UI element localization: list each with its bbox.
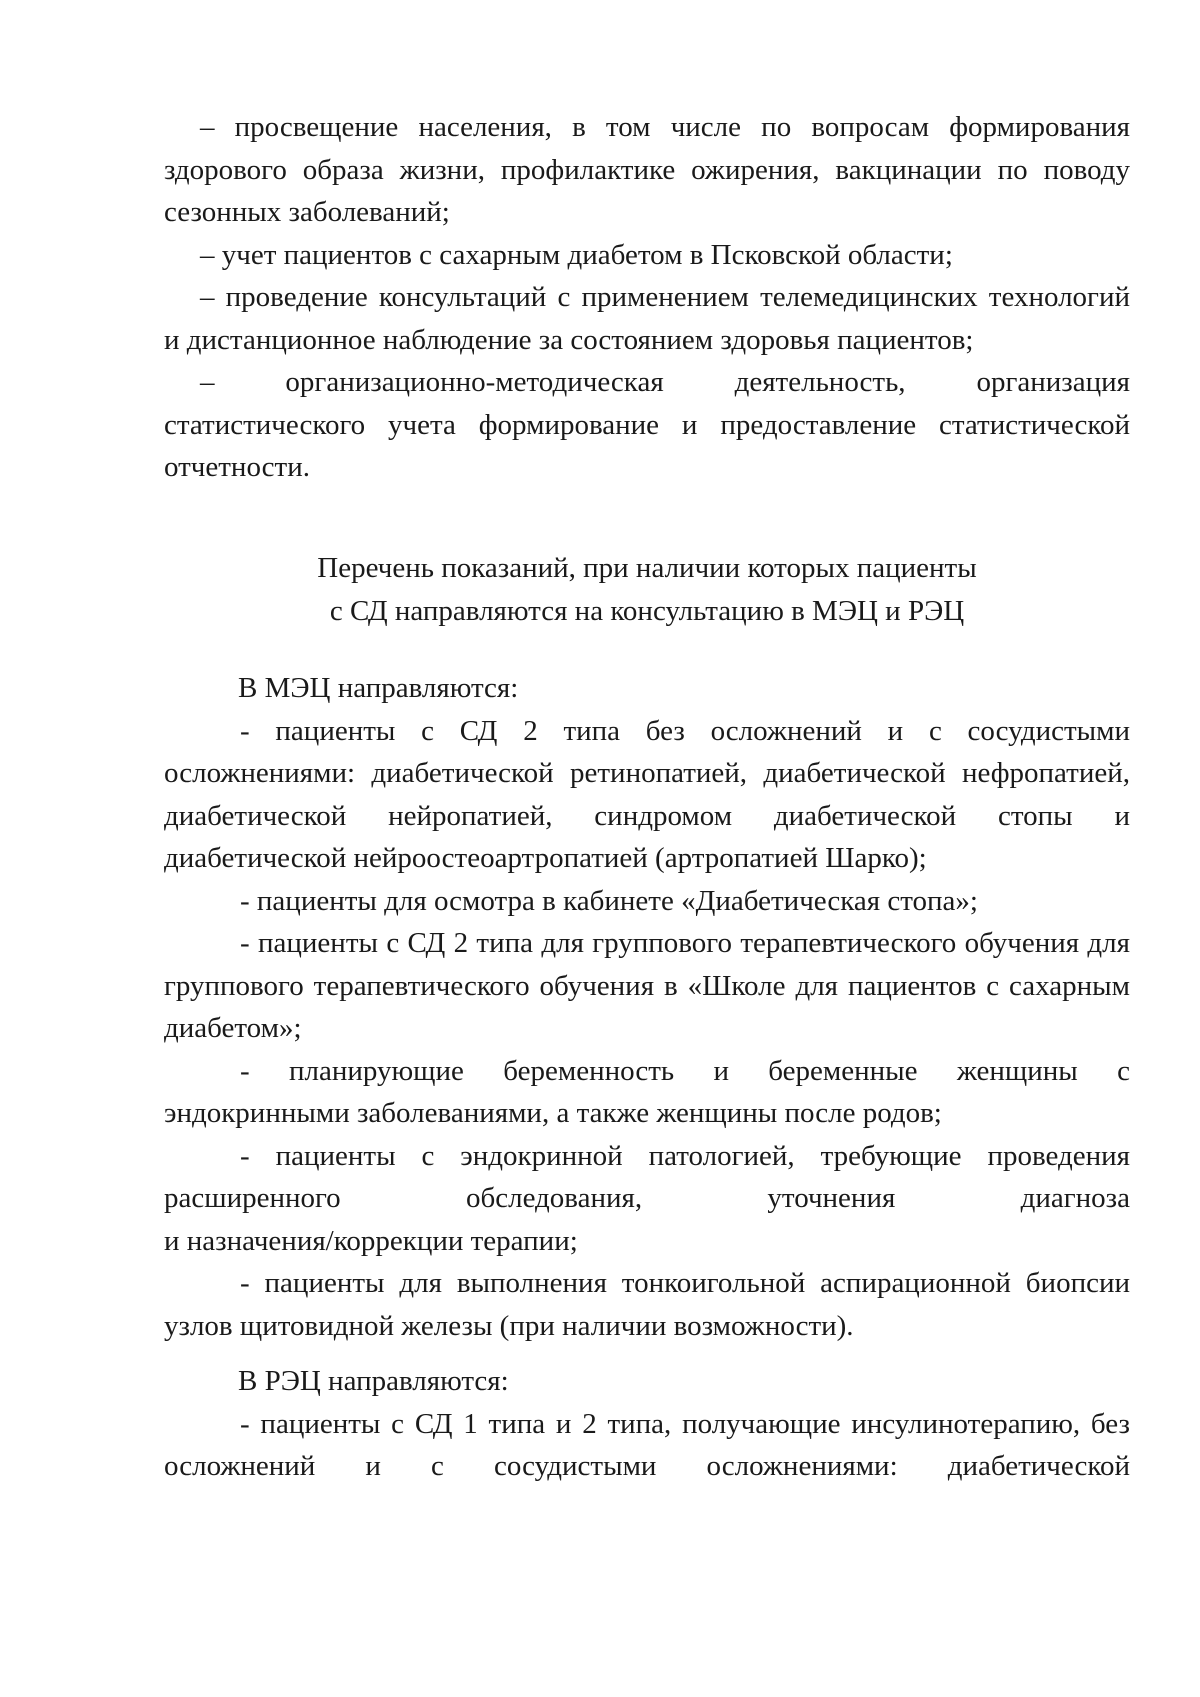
list-item: - планирующие беременность и беременные женщины с эндокринными заболеваниями, а также женщины после родов;	[164, 1054, 1130, 1129]
mec-title: В МЭЦ направляются:	[238, 672, 519, 704]
list-item: – организационно-методическая деятельность, организация статистического учета формирование и предоставление статистической отчетности.	[164, 366, 1130, 483]
section-heading	[164, 547, 1130, 632]
list-item: – просвещение населения, в том числе по вопросам формирования здорового образа жизни, профилактике ожирения, вакцинации по поводу сезонных заболеваний;	[164, 111, 1130, 228]
heading-line-2: с СД направляются на консультацию в МЭЦ и РЭЦ	[329, 594, 965, 627]
list-item: - пациенты с СД 2 типа для группового терапевтического обучения для группового терапевтического обучения в «Школе для пациентов с сахарным диабетом»;	[164, 927, 1130, 1044]
list-item: - пациенты для осмотра в кабинете «Диабетическая стопа»;	[240, 884, 978, 917]
mec-section	[164, 667, 1130, 1347]
list-item: - пациенты с СД 1 типа и 2 типа, получающие инсулинотерапию, без осложнений и с сосудистыми осложнениями: диабетической	[164, 1407, 1130, 1482]
list-item: – учет пациентов с сахарным диабетом в Псковской области;	[200, 238, 953, 271]
rec-title: В РЭЦ направляются:	[238, 1365, 509, 1397]
list-item: и дистанционное наблюдение за состоянием здоровья пациентов;	[164, 323, 974, 356]
top-list	[164, 106, 1130, 489]
heading-line-1: Перечень показаний, при наличии которых пациенты	[317, 552, 977, 584]
list-item: - пациенты с СД 2 типа без осложнений и с сосудистыми осложнениями: диабетической ретинопатией, диабетической нефропатией, диабетической нейропатией, синдромом диабетической стопы и диабетической нейроостеоартропатией (артропатией Шарко);	[164, 714, 1130, 874]
rec-section	[164, 1360, 1130, 1488]
list-item: и назначения/коррекции терапии;	[164, 1224, 578, 1257]
list-item: – проведение консультаций с применением телемедицинских технологий	[200, 281, 1130, 313]
list-item: - пациенты для выполнения тонкоигольной аспирационной биопсии узлов щитовидной железы (при наличии возможности).	[164, 1267, 1130, 1342]
list-item: - пациенты с эндокринной патологией, требующие проведения расширенного обследования, уточнения диагноза	[164, 1139, 1130, 1214]
